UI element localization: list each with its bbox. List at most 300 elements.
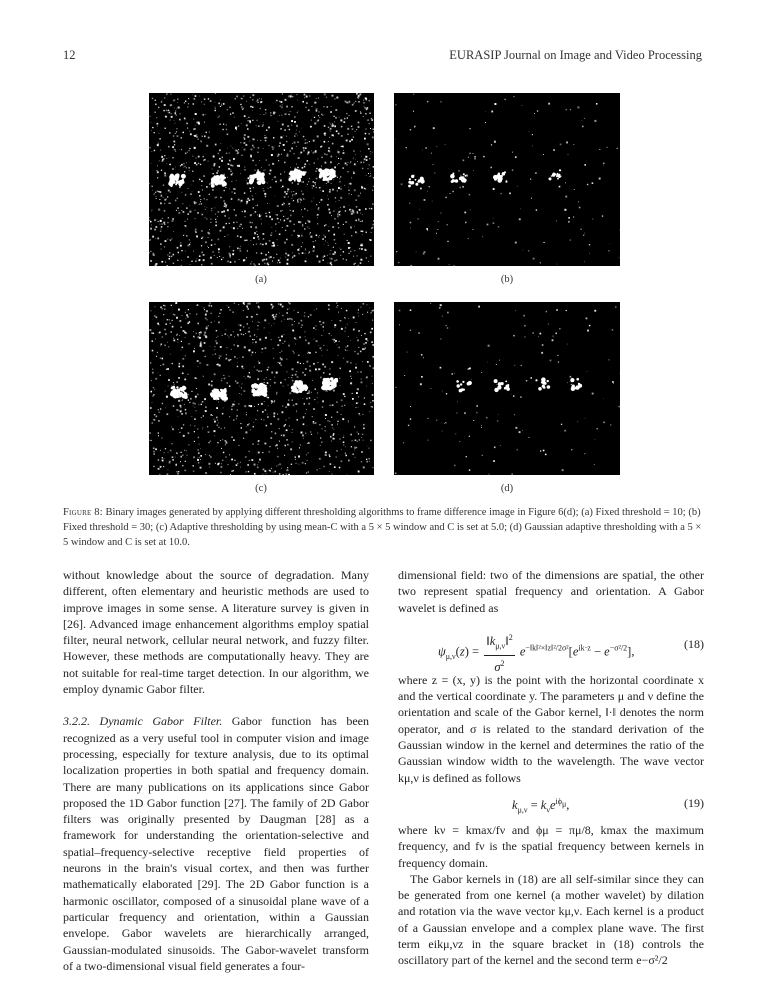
noise-pixel — [228, 307, 229, 308]
noise-pixel — [487, 362, 488, 363]
noise-pixel — [371, 208, 373, 210]
noise-pixel — [358, 433, 359, 434]
noise-pixel — [159, 160, 160, 161]
noise-pixel — [292, 196, 293, 197]
noise-pixel — [225, 206, 227, 208]
noise-pixel — [229, 153, 230, 154]
noise-pixel — [294, 255, 296, 257]
noise-pixel — [277, 414, 278, 415]
noise-pixel — [295, 403, 297, 405]
target-blob — [507, 384, 509, 386]
noise-pixel — [166, 473, 168, 475]
noise-pixel — [321, 166, 322, 167]
noise-pixel — [410, 222, 412, 224]
noise-pixel — [194, 337, 195, 338]
noise-pixel — [257, 464, 258, 465]
target-blob — [415, 183, 418, 186]
noise-pixel — [355, 220, 357, 222]
target-blob — [179, 392, 182, 395]
noise-pixel — [309, 95, 310, 96]
noise-pixel — [347, 171, 348, 172]
noise-pixel — [365, 133, 367, 135]
noise-pixel — [349, 115, 350, 116]
noise-pixel — [360, 245, 362, 247]
noise-pixel — [206, 327, 208, 329]
noise-pixel — [279, 142, 280, 143]
noise-pixel — [278, 218, 279, 219]
noise-pixel — [345, 446, 346, 447]
noise-pixel — [469, 153, 471, 155]
noise-pixel — [351, 211, 352, 212]
noise-pixel — [247, 323, 248, 324]
noise-pixel — [251, 459, 253, 461]
noise-pixel — [326, 183, 327, 184]
target-blob — [297, 172, 301, 176]
noise-pixel — [274, 400, 275, 401]
noise-pixel — [368, 448, 369, 449]
noise-pixel — [315, 240, 316, 241]
noise-pixel — [292, 380, 294, 382]
noise-pixel — [543, 450, 545, 452]
noise-pixel — [278, 121, 279, 122]
noise-pixel — [370, 440, 372, 442]
noise-pixel — [291, 244, 293, 246]
noise-pixel — [227, 109, 228, 110]
noise-pixel — [167, 319, 168, 320]
noise-pixel — [220, 356, 221, 357]
noise-pixel — [201, 185, 202, 186]
noise-pixel — [335, 340, 337, 342]
noise-pixel — [177, 247, 179, 249]
noise-pixel — [195, 210, 196, 211]
noise-pixel — [185, 332, 186, 333]
target-blob — [324, 175, 327, 178]
noise-pixel — [172, 220, 174, 222]
noise-pixel — [274, 176, 276, 178]
noise-pixel — [204, 206, 205, 207]
noise-pixel — [265, 135, 266, 136]
noise-pixel — [302, 226, 303, 227]
noise-pixel — [163, 110, 164, 111]
noise-pixel — [198, 437, 200, 439]
noise-pixel — [258, 441, 260, 443]
noise-pixel — [261, 219, 262, 220]
noise-pixel — [151, 163, 152, 164]
noise-pixel — [325, 224, 327, 226]
noise-pixel — [243, 108, 244, 109]
noise-pixel — [340, 197, 342, 199]
noise-pixel — [328, 245, 329, 246]
noise-pixel — [363, 424, 365, 426]
noise-pixel — [201, 252, 203, 254]
noise-pixel — [341, 460, 343, 462]
noise-pixel — [314, 117, 315, 118]
noise-pixel — [149, 217, 150, 218]
noise-pixel — [349, 193, 350, 194]
noise-pixel — [224, 174, 225, 175]
noise-pixel — [311, 151, 312, 152]
target-blob — [322, 172, 324, 174]
noise-pixel — [292, 442, 293, 443]
noise-pixel — [334, 327, 335, 328]
noise-pixel — [473, 229, 474, 230]
noise-pixel — [322, 400, 324, 402]
noise-pixel — [303, 181, 305, 183]
noise-pixel — [195, 229, 197, 231]
noise-pixel — [592, 182, 594, 184]
noise-pixel — [303, 150, 305, 152]
noise-pixel — [249, 460, 250, 461]
noise-pixel — [274, 318, 276, 320]
noise-pixel — [334, 122, 335, 123]
noise-pixel — [159, 332, 161, 334]
noise-pixel — [290, 215, 292, 217]
noise-pixel — [232, 173, 233, 174]
noise-pixel — [185, 195, 186, 196]
noise-pixel — [274, 382, 276, 384]
noise-pixel — [203, 175, 205, 177]
noise-pixel — [410, 418, 411, 419]
noise-pixel — [445, 422, 446, 423]
noise-pixel — [233, 250, 235, 252]
noise-pixel — [165, 240, 167, 242]
noise-pixel — [215, 341, 216, 342]
noise-pixel — [185, 225, 187, 227]
noise-pixel — [293, 200, 294, 201]
noise-pixel — [565, 182, 566, 183]
noise-pixel — [239, 393, 240, 394]
noise-pixel — [199, 204, 200, 205]
noise-pixel — [267, 414, 268, 415]
noise-pixel — [270, 379, 271, 380]
noise-pixel — [499, 360, 500, 361]
noise-pixel — [318, 115, 319, 116]
target-blob — [296, 390, 298, 392]
noise-pixel — [271, 431, 272, 432]
noise-pixel — [269, 145, 270, 146]
noise-pixel — [335, 197, 336, 198]
noise-pixel — [237, 151, 238, 152]
noise-pixel — [187, 123, 188, 124]
noise-pixel — [548, 103, 550, 105]
noise-pixel — [301, 246, 302, 247]
noise-pixel — [313, 241, 314, 242]
noise-pixel — [289, 426, 290, 427]
noise-pixel — [180, 245, 182, 247]
noise-pixel — [273, 416, 275, 418]
noise-pixel — [330, 123, 331, 124]
noise-pixel — [314, 310, 315, 311]
noise-pixel — [447, 224, 448, 225]
noise-pixel — [203, 254, 205, 256]
noise-pixel — [179, 119, 181, 121]
noise-pixel — [222, 378, 223, 379]
noise-pixel — [266, 377, 267, 378]
noise-pixel — [334, 98, 335, 99]
figure-panel-d — [394, 302, 620, 475]
noise-pixel — [172, 459, 174, 461]
noise-pixel — [334, 125, 336, 127]
noise-pixel — [281, 336, 283, 338]
target-blob — [465, 175, 467, 177]
noise-pixel — [301, 191, 302, 192]
noise-pixel — [335, 254, 336, 255]
noise-pixel — [362, 234, 363, 235]
noise-pixel — [349, 140, 351, 142]
noise-pixel — [468, 368, 470, 370]
noise-pixel — [224, 236, 225, 237]
noise-pixel — [337, 421, 338, 422]
noise-pixel — [168, 452, 169, 453]
noise-pixel — [277, 456, 278, 457]
noise-pixel — [577, 106, 579, 108]
noise-pixel — [219, 357, 220, 358]
noise-pixel — [166, 413, 168, 415]
noise-pixel — [235, 127, 237, 129]
noise-pixel — [215, 93, 216, 94]
target-blob — [327, 380, 330, 383]
noise-pixel — [513, 395, 514, 396]
noise-pixel — [288, 385, 289, 386]
noise-pixel — [214, 373, 216, 375]
noise-pixel — [334, 116, 335, 117]
noise-pixel — [227, 261, 229, 263]
noise-pixel — [345, 210, 346, 211]
noise-pixel — [216, 364, 217, 365]
noise-pixel — [231, 174, 233, 176]
noise-pixel — [317, 256, 319, 258]
noise-pixel — [246, 201, 248, 203]
target-blob — [176, 175, 180, 179]
noise-pixel — [289, 303, 291, 305]
noise-pixel — [343, 358, 344, 359]
noise-pixel — [399, 310, 401, 312]
noise-pixel — [485, 122, 486, 123]
noise-pixel — [339, 200, 340, 201]
noise-pixel — [350, 382, 352, 384]
noise-pixel — [255, 170, 256, 171]
noise-pixel — [188, 167, 190, 169]
noise-pixel — [241, 106, 242, 107]
noise-pixel — [289, 206, 290, 207]
noise-pixel — [273, 413, 275, 415]
target-blob — [325, 178, 328, 181]
noise-pixel — [257, 99, 259, 101]
noise-pixel — [201, 245, 202, 246]
noise-pixel — [299, 131, 300, 132]
noise-pixel — [272, 308, 273, 309]
noise-pixel — [324, 106, 325, 107]
noise-pixel — [194, 407, 195, 408]
noise-pixel — [271, 232, 272, 233]
noise-pixel — [163, 364, 165, 366]
noise-pixel — [151, 380, 152, 381]
noise-pixel — [229, 416, 230, 417]
noise-pixel — [201, 264, 202, 265]
noise-pixel — [231, 349, 232, 350]
noise-pixel — [449, 264, 450, 265]
noise-pixel — [285, 473, 287, 475]
noise-pixel — [149, 147, 151, 149]
noise-pixel — [195, 202, 197, 204]
noise-pixel — [267, 382, 269, 384]
noise-pixel — [330, 131, 331, 132]
noise-pixel — [149, 329, 151, 331]
noise-pixel — [216, 342, 218, 344]
noise-pixel — [307, 160, 309, 162]
target-blob — [219, 392, 224, 397]
noise-pixel — [324, 244, 325, 245]
noise-pixel — [185, 221, 186, 222]
noise-pixel — [532, 145, 533, 146]
noise-pixel — [565, 196, 567, 198]
noise-pixel — [255, 226, 257, 228]
noise-pixel — [167, 222, 168, 223]
noise-pixel — [186, 235, 187, 236]
noise-pixel — [279, 115, 280, 116]
noise-pixel — [193, 336, 194, 337]
noise-pixel — [150, 251, 151, 252]
noise-pixel — [252, 160, 253, 161]
noise-pixel — [362, 231, 364, 233]
noise-pixel — [161, 437, 162, 438]
noise-pixel — [241, 333, 242, 334]
noise-pixel — [162, 457, 163, 458]
noise-pixel — [349, 183, 350, 184]
noise-pixel — [194, 418, 196, 420]
noise-pixel — [589, 325, 591, 327]
noise-pixel — [195, 231, 196, 232]
noise-pixel — [533, 332, 534, 333]
noise-pixel — [275, 471, 277, 473]
noise-pixel — [330, 250, 331, 251]
noise-pixel — [149, 252, 150, 253]
noise-pixel — [373, 131, 374, 133]
noise-pixel — [244, 240, 245, 241]
noise-pixel — [365, 208, 367, 210]
target-blob — [505, 381, 507, 383]
noise-pixel — [212, 168, 213, 169]
noise-pixel — [166, 194, 167, 195]
noise-pixel — [169, 258, 171, 260]
noise-pixel — [319, 345, 320, 346]
noise-pixel — [292, 351, 293, 352]
noise-pixel — [227, 134, 229, 136]
noise-pixel — [289, 189, 290, 190]
noise-pixel — [464, 212, 466, 214]
noise-pixel — [181, 164, 183, 166]
noise-pixel — [287, 403, 289, 405]
noise-pixel — [367, 340, 368, 341]
noise-pixel — [280, 136, 282, 138]
noise-pixel — [246, 257, 247, 258]
noise-pixel — [293, 210, 295, 212]
noise-pixel — [319, 210, 320, 211]
noise-pixel — [279, 463, 281, 465]
figure-caption — [63, 505, 705, 550]
noise-pixel — [218, 239, 220, 241]
noise-pixel — [244, 346, 246, 348]
noise-pixel — [200, 164, 201, 165]
noise-pixel — [154, 414, 155, 415]
noise-pixel — [340, 368, 342, 370]
noise-pixel — [215, 214, 216, 215]
noise-pixel — [279, 145, 280, 146]
noise-pixel — [364, 138, 366, 140]
target-blob — [455, 179, 459, 183]
noise-pixel — [562, 469, 564, 471]
noise-pixel — [189, 211, 191, 213]
noise-pixel — [488, 345, 490, 347]
noise-pixel — [603, 398, 604, 399]
noise-pixel — [373, 186, 374, 187]
noise-pixel — [208, 384, 210, 386]
noise-pixel — [558, 361, 559, 362]
noise-pixel — [338, 312, 339, 313]
target-blob — [551, 175, 553, 177]
noise-pixel — [202, 214, 204, 216]
noise-pixel — [176, 131, 177, 132]
noise-pixel — [179, 335, 180, 336]
noise-pixel — [352, 210, 354, 212]
noise-pixel — [153, 253, 154, 254]
noise-pixel — [258, 444, 260, 446]
noise-pixel — [298, 157, 300, 159]
noise-pixel — [354, 426, 355, 427]
noise-pixel — [594, 464, 595, 465]
noise-pixel — [331, 262, 332, 263]
noise-pixel — [180, 410, 182, 412]
noise-pixel — [309, 366, 310, 367]
noise-pixel — [263, 170, 264, 171]
noise-pixel — [231, 470, 233, 472]
noise-pixel — [165, 262, 166, 263]
target-blob — [570, 378, 574, 382]
noise-pixel — [266, 215, 268, 217]
noise-pixel — [324, 135, 325, 136]
noise-pixel — [327, 350, 328, 351]
noise-pixel — [258, 263, 260, 265]
noise-pixel — [280, 173, 281, 174]
target-blob — [214, 175, 216, 177]
noise-pixel — [300, 221, 302, 223]
noise-pixel — [265, 109, 266, 110]
noise-pixel — [170, 354, 171, 355]
noise-pixel — [272, 261, 273, 262]
noise-pixel — [280, 180, 282, 182]
noise-pixel — [371, 118, 372, 119]
noise-pixel — [166, 396, 168, 398]
target-blob — [296, 383, 299, 386]
noise-pixel — [281, 107, 283, 109]
noise-pixel — [170, 203, 171, 204]
noise-pixel — [292, 257, 293, 258]
noise-pixel — [337, 164, 338, 165]
noise-pixel — [284, 341, 286, 343]
noise-pixel — [219, 158, 221, 160]
noise-pixel — [430, 303, 431, 304]
noise-pixel — [295, 456, 297, 458]
noise-pixel — [350, 247, 351, 248]
noise-pixel — [452, 373, 454, 375]
noise-pixel — [418, 218, 419, 219]
noise-pixel — [275, 316, 277, 318]
noise-pixel — [194, 99, 195, 100]
noise-pixel — [190, 425, 191, 426]
noise-pixel — [225, 444, 226, 445]
noise-pixel — [261, 99, 262, 100]
noise-pixel — [162, 337, 163, 338]
